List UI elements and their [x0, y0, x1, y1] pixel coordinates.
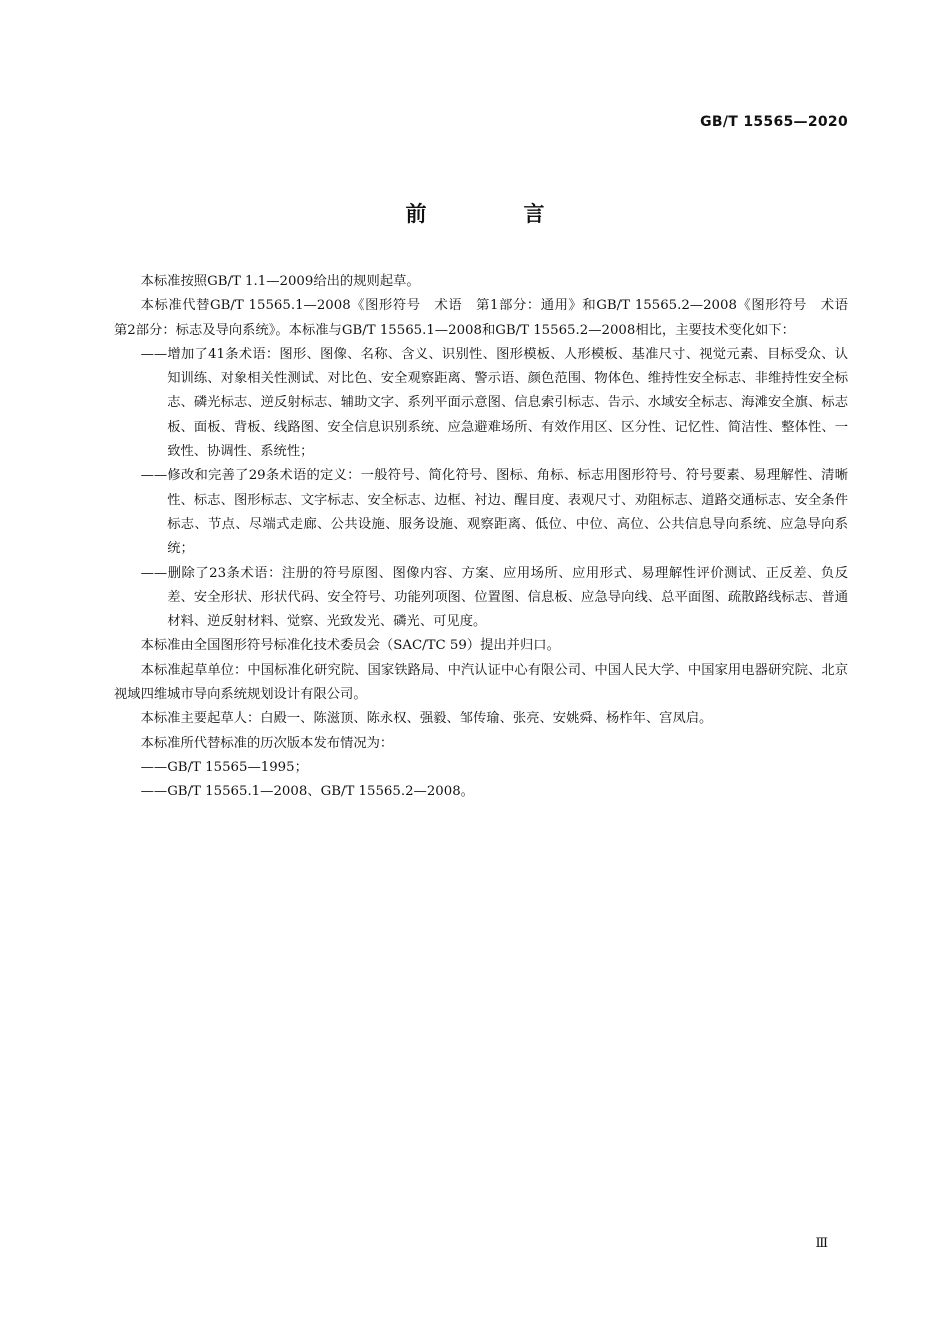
replacement-paragraph: 本标准代替GB/T 15565.1—2008《图形符号 术语 第1部分：通用》和GB/T 15565.2—2008《图形符号 术语 第2部分：标志及导向系统》。本标准与GB/T 15565.1—2008和GB/T 15565.2—2008相比，主要技术变化如下：: [114, 298, 862, 338]
page-title: 前 言: [405, 202, 583, 226]
history-item: ——GB/T 15565—1995；: [140, 759, 308, 775]
drafting-rules-paragraph: 本标准按照GB/T 1.1—2009给出的规则起草。: [140, 274, 420, 289]
page-number: Ⅲ: [815, 1236, 828, 1251]
document-body: [114, 270, 862, 805]
history-intro-paragraph: 本标准所代替标准的历次版本发布情况为：: [140, 735, 394, 751]
history-item: ——GB/T 15565.1—2008、GB/T 15565.2—2008。: [140, 784, 474, 800]
change-item-modified: ——修改和完善了29条术语的定义：一般符号、简化符号、图标、角标、标志用图形符号、符号要素、易理解性、清晰性、标志、图形标志、文字标志、安全标志、边框、衬边、醒目度、表观尺寸、劝阻标志、道路交通标志、安全条件标志、节点、尽端式走廊、公共设施、服务设施、观察距离、低位、中位、高位、公共信息导向系统、应急导向系统；: [140, 468, 848, 557]
change-item-deleted: ——删除了23条术语：注册的符号原图、图像内容、方案、应用场所、应用形式、易理解性评价测试、正反差、负反差、安全形状、形状代码、安全符号、功能列项图、位置图、信息板、应急导向线、总平面图、疏散路线标志、普通材料、逆反射材料、觉察、光致发光、磷光、可见度。: [140, 565, 848, 630]
standard-code: GB/T 15565—2020: [700, 114, 848, 130]
drafters-paragraph: 本标准主要起草人：白殿一、陈滋顶、陈永权、强毅、邹传瑜、张亮、安姚舜、杨柞年、宫凤启。: [140, 711, 713, 727]
change-item-added: ——增加了41条术语：图形、图像、名称、含义、识别性、图形模板、人形模板、基准尺寸、视觉元素、目标受众、认知训练、对象相关性测试、对比色、安全观察距离、警示语、颜色范围、物体色、维持性安全标志、非维持性安全标志、磷光标志、逆反射标志、辅助文字、系列平面示意图、信息索引标志、告示、水域安全标志、海滩安全旗、标志板、面板、背板、线路图、安全信息识别系统、应急避难场所、有效作用区、区分性、记忆性、简洁性、整体性、一致性、协调性、系统性；: [140, 346, 848, 460]
drafting-units-paragraph: 本标准起草单位：中国标准化研究院、国家铁路局、中汽认证中心有限公司、中国人民大学、中国家用电器研究院、北京视域四维城市导向系统规划设计有限公司。: [114, 662, 848, 703]
proposer-paragraph: 本标准由全国图形符号标准化技术委员会（SAC/TC 59）提出并归口。: [140, 638, 560, 654]
